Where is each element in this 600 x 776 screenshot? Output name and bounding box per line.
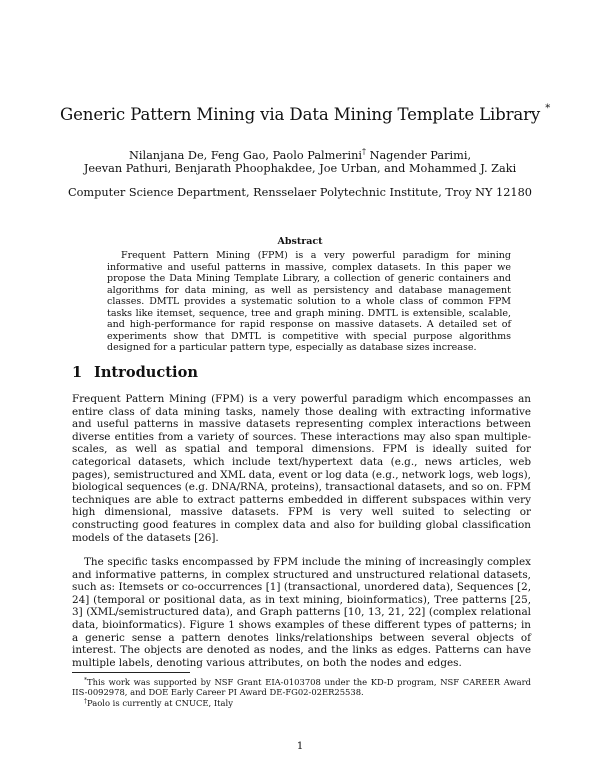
footnote-rule [72,672,190,673]
abstract-body: Frequent Pattern Mining (FPM) is a very powerful paradigm for mining informative and useful patterns in massive, complex datasets. In this paper we propose the Data Mining Template Library, a collection of generic containers and algorithms for data mining, as well as persistency and database management classes. DMTL provides a systematic solution to a whole class of common FPM tasks like itemset, sequence, tree and graph mining. DMTL is extensible, scalable, and high-performance for rapid response on massive datasets. A detailed set of experiments show that DMTL is competitive with special purpose algorithms designed for a particular pattern type, especially as database sizes increase. [107,250,511,353]
affiliation: Computer Science Department, Rensselaer Polytechnic Institute, Troy NY 12180 [67,186,532,199]
title-footnote-mark: * [545,103,551,114]
page-number: 1 [296,740,304,752]
intro-paragraph-1: Frequent Pattern Mining (FPM) is a very powerful paradigm which encompasses an entire class of data mining tasks, namely those dealing with extracting informative and useful patterns in massive datasets representing complex interactions between diverse entities from a variety of sources. These interactions may also span multiple-scales, as well as spatial and temporal dimensions. FPM is ideally suited for categorical datasets, which include text/hypertext data (e.g., news articles, web pages), semistructured and XML data, event or log data (e.g., network logs, web logs), biological sequences (e.g. DNA/RNA, proteins), transactional datasets, and so on. FPM techniques are able to extract patterns embedded in different subspaces within very high dimensional, massive datasets. FPM is very well suited to selecting or constructing good features in complex data and also for building global classification models of the datasets [26]. [72,393,531,544]
section-heading-introduction [72,364,198,381]
footnote-1-mark: * [84,677,87,684]
footnote-2-mark: † [84,698,87,705]
title-text: Generic Pattern Mining via Data Mining Template Library [60,105,541,124]
footnote-2 [72,698,531,708]
footnote-1 [72,677,531,697]
intro-paragraph-2: The specific tasks encompassed by FPM include the mining of increasingly complex and informative patterns, in complex structured and unstructured relational datasets, such as: Itemsets or co-occurrences [1] (transactional, unordered data), Sequences [2, 24] (temporal or positional data, as in text mining, bioinformatics), Tree patterns [25, 3] (XML/semistructured data), and Graph patterns [10, 13, 21, 22] (complex relational data, bioinformatics). Figure 1 shows examples of these different types of patterns; in a generic sense a pattern denotes links/relationships between several objects of interest. The objects are denoted as nodes, and the links as edges. Patterns can have multiple labels, denoting various attributes, on both the nodes and edges. [72,556,531,669]
footnote-1-text: This work was supported by NSF Grant EIA-0103708 under the KD-D program, NSF CAREER Award IIS-0092978, and DOE Early Career PI Award DE-FG02-02ER25538. [72,677,531,698]
section-number: 1 [72,364,83,381]
author-footnote-mark: † [361,147,366,156]
abstract-heading: Abstract [277,236,323,247]
authors-first-part-end: Nagender Parimi, [369,148,472,162]
author-line-2: Jeevan Pathuri, Benjarath Phoophakdee, Joe Urban, and Mohammed J. Zaki [83,162,517,175]
paper-title [60,103,551,124]
section-title: Introduction [94,364,198,381]
authors-first-part: Nilanjana De, Feng Gao, Paolo Palmerini [128,148,362,162]
footnote-2-text: Paolo is currently at CNUCE, Italy [87,698,233,708]
author-line-1 [60,147,540,162]
